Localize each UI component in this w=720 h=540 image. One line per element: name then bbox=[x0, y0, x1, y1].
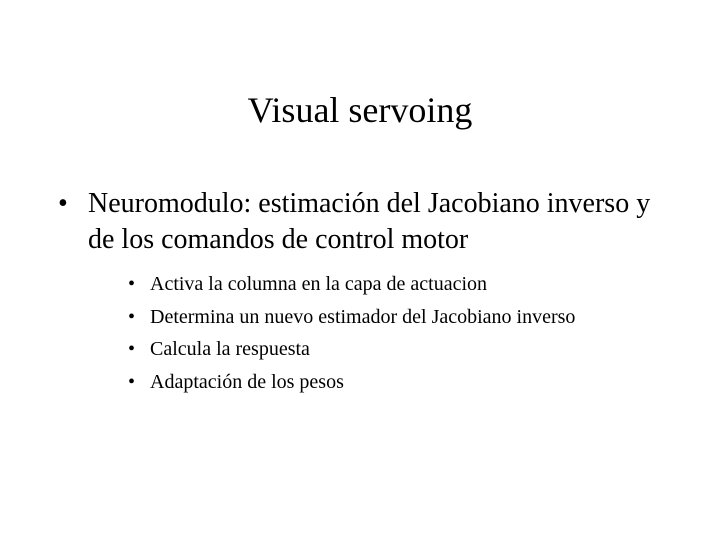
main-bullet-text: Neuromodulo: estimación del Jacobiano inverso y de los comandos de control motor bbox=[88, 188, 651, 255]
bullet-marker: • bbox=[128, 306, 136, 328]
bullet-marker: • bbox=[128, 273, 136, 295]
sub-bullet bbox=[128, 268, 628, 301]
sub-bullet-text: Calcula la respuesta bbox=[150, 338, 310, 360]
bullet-marker: • bbox=[128, 371, 136, 393]
sub-bullet-text: Adaptación de los pesos bbox=[150, 371, 344, 393]
bullet-marker: • bbox=[128, 338, 136, 360]
sub-bullet-text: Determina un nuevo estimador del Jacobiano inverso bbox=[150, 306, 576, 328]
sub-bullet bbox=[128, 333, 628, 366]
sub-bullet bbox=[128, 366, 628, 399]
sub-bullet bbox=[128, 301, 628, 333]
main-bullet bbox=[58, 186, 678, 258]
slide-title: Visual servoing bbox=[247, 90, 473, 130]
bullet-marker: • bbox=[58, 188, 68, 219]
sub-bullet-text: Activa la columna en la capa de actuacion bbox=[150, 273, 488, 295]
sub-bullet-list bbox=[128, 268, 628, 399]
